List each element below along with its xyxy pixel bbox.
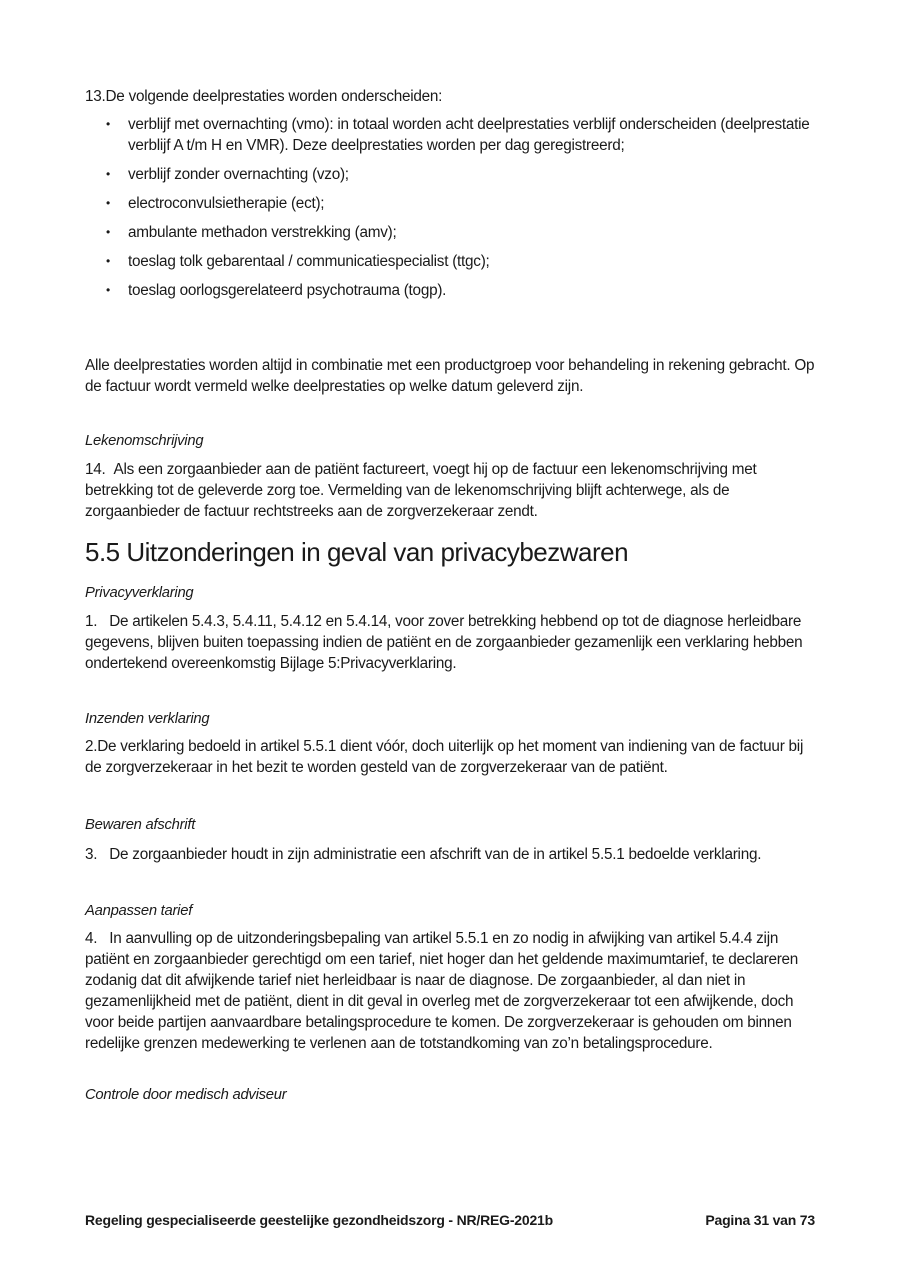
bullet-text: ambulante methadon verstrekking (amv); — [128, 224, 397, 241]
bullet-icon: • — [106, 254, 110, 268]
paragraph-alle-deelprestaties: Alle deelprestaties worden altijd in combinatie met een productgroep voor behandeling in rekening gebracht. Op de factuur wordt vermeld welke deelprestaties op welke datum geleverd zijn. — [85, 357, 815, 395]
bullet-item — [85, 164, 817, 185]
footer-page-number: Pagina 31 van 73 — [705, 1212, 815, 1228]
subheading-aanpassen-tarief: Aanpassen tarief — [85, 903, 193, 919]
bullet-item — [85, 222, 817, 243]
document-content — [85, 86, 817, 1106]
section-heading-5-5: 5.5 Uitzonderingen in geval van privacybezwaren — [85, 537, 629, 567]
bullet-icon: • — [106, 196, 110, 210]
numbered-item-14: 14. Als een zorgaanbieder aan de patiënt factureert, voegt hij op de factuur een lekenomschrijving met betrekking tot de geleverde zorg toe. Vermelding van de lekenomschrijving blijft achterwege, als de zorgaanbieder de factuur rechtstreeks aan de zorgverzekeraar zendt. — [85, 461, 757, 520]
bullet-item — [85, 280, 817, 301]
numbered-item-3: 3. De zorgaanbieder houdt in zijn administratie een afschrift van de in artikel 5.5.1 bedoelde verklaring. — [85, 846, 762, 863]
bullet-text: electroconvulsietherapie (ect); — [128, 195, 325, 212]
bullet-icon: • — [106, 225, 110, 239]
bullet-item — [85, 193, 817, 214]
bullet-text: toeslag oorlogsgerelateerd psychotrauma (togp). — [128, 282, 447, 299]
numbered-item-13: 13.De volgende deelprestaties worden onderscheiden: — [85, 88, 443, 105]
bullet-icon: • — [106, 167, 110, 181]
deelprestaties-bullet-list — [85, 114, 817, 301]
numbered-item-4: 4. In aanvulling op de uitzonderingsbepaling van artikel 5.5.1 en zo nodig in afwijking van artikel 5.4.4 zijn patiënt en zorgaanbieder gerechtigd om een tarief, niet hoger dan het geldende maximumtarief, te declareren zodanig dat dit afwijkende tarief niet herleidbaar is naar de diagnose. De zorgaanbieder, al dan niet in gezamenlijkheid met de patiënt, dient in dit geval in overleg met de zorgverzekeraar tot een afwijkende, doch voor beide partijen aanvaardbare betalingsprocedure te komen. De zorgverzekeraar is gehouden om binnen redelijke grenzen medewerking te verlenen aan de totstandkoming van zo’n betalingsprocedure. — [85, 930, 799, 1052]
bullet-text: verblijf met overnachting (vmo): in totaal worden acht deelprestaties verblijf onderscheiden (deelprestatie verblijf A t/m H en VMR). Deze deelprestaties worden per dag geregistreerd; — [128, 116, 810, 154]
bullet-text: verblijf zonder overnachting (vzo); — [128, 166, 349, 183]
bullet-icon: • — [106, 283, 110, 297]
subheading-bewaren-afschrift: Bewaren afschrift — [85, 817, 196, 833]
subheading-lekenomschrijving: Lekenomschrijving — [85, 433, 204, 449]
subheading-controle-medisch-adviseur: Controle door medisch adviseur — [85, 1087, 287, 1103]
bullet-item — [85, 251, 817, 272]
bullet-item — [85, 114, 817, 156]
bullet-text: toeslag tolk gebarentaal / communicatiespecialist (ttgc); — [128, 253, 490, 270]
numbered-item-1: 1. De artikelen 5.4.3, 5.4.11, 5.4.12 en 5.4.14, voor zover betrekking hebbend op tot de diagnose herleidbare gegevens, blijven buiten toepassing indien de patiënt en de zorgaanbieder gezamenlijk een verklaring hebben ondertekend overeenkomstig Bijlage 5:Privacyverklaring. — [85, 613, 803, 672]
bullet-icon: • — [106, 117, 110, 131]
footer-document-title: Regeling gespecialiseerde geestelijke gezondheidszorg - NR/REG-2021b — [85, 1212, 553, 1228]
subheading-inzenden-verklaring: Inzenden verklaring — [85, 711, 210, 727]
subheading-privacyverklaring: Privacyverklaring — [85, 585, 194, 601]
page-footer — [85, 1212, 815, 1228]
numbered-item-2: 2.De verklaring bedoeld in artikel 5.5.1 dient vóór, doch uiterlijk op het moment van indiening van de factuur bij de zorgverzekeraar in het bezit te worden gesteld van de zorgverzekeraar van de patiënt. — [85, 738, 804, 776]
